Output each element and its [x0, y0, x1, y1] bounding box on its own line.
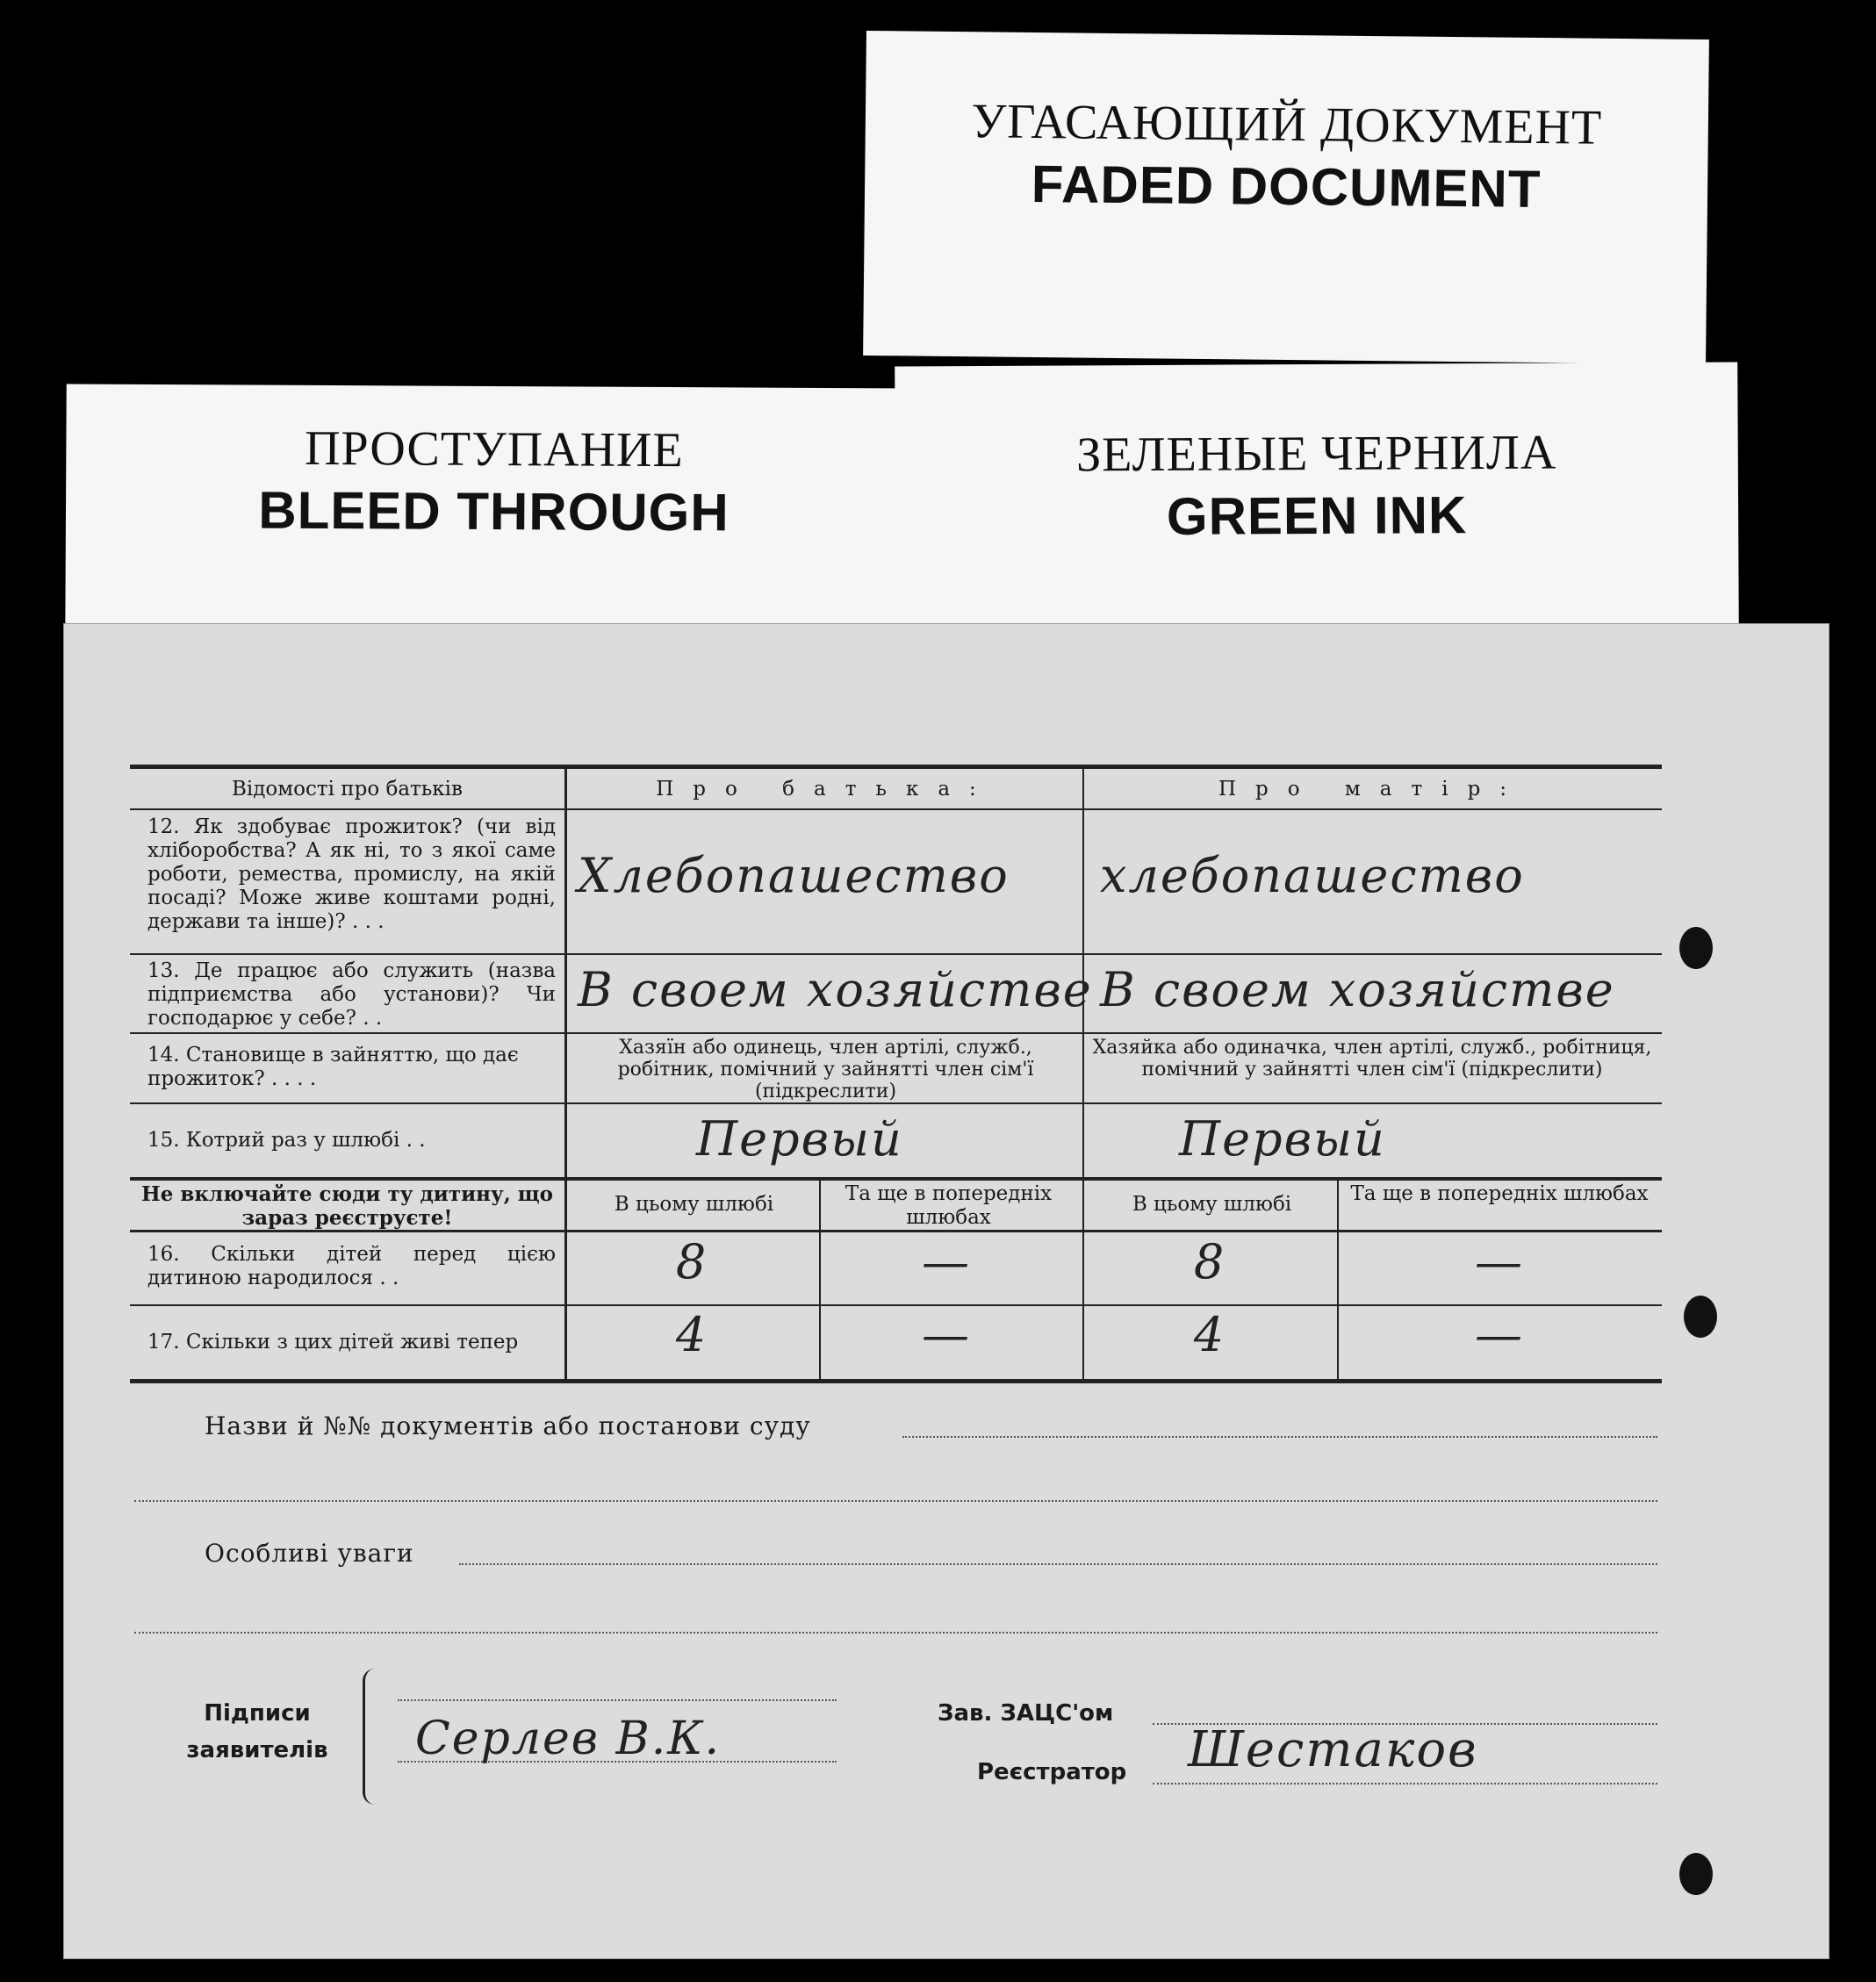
applicant-signature: Серлев В.К. — [415, 1713, 722, 1765]
documents-field-label: Назви й №№ документів або постанови суду — [205, 1411, 811, 1440]
note-exclude-child: Не включайте сюди ту дитину, що зараз реєструєте! — [141, 1182, 553, 1230]
answer-14-father: Хазяїн або одинець, член артілі, служб., робітник, помічний у зайнятті член сім'ї (підкреслити) — [617, 1037, 1034, 1102]
answer-14-mother: Хазяйка або одиначка, член артілі, служб., робітниця, помічний у зайнятті член сім'ї (підкреслити) — [1092, 1037, 1652, 1081]
bleed-label-ru: ПРОСТУПАНИЕ — [304, 420, 684, 478]
faded-document-label — [863, 31, 1709, 364]
registrar-signature: Шестаков — [1188, 1721, 1478, 1778]
answer-16-father-prev: — — [922, 1234, 971, 1289]
answer-17-mother-prev: — — [1475, 1307, 1524, 1362]
faded-label-ru: УГАСАЮЩИЙ ДОКУМЕНТ — [971, 94, 1603, 155]
registration-form-sheet — [63, 623, 1829, 1959]
signature-brace — [363, 1669, 376, 1805]
subheader-father-this: В цьому шлюбі — [614, 1193, 774, 1216]
notes-line — [459, 1563, 1657, 1565]
question-14: 14. Становище в зайняттю, що дає прожиток? . . . . — [147, 1044, 519, 1090]
binding-hole — [1684, 1296, 1717, 1338]
applicants-signatures-label: Підписи заявителів — [186, 1700, 328, 1763]
binding-hole — [1679, 927, 1713, 969]
header-about-father: Про батька: — [656, 778, 996, 801]
registrar-label: Реєстратор — [977, 1759, 1127, 1785]
bleed-through-label — [65, 384, 923, 643]
answer-16-mother-prev: — — [1475, 1234, 1524, 1289]
question-17: 17. Скільки з цих дітей живі тепер — [147, 1331, 519, 1354]
subheader-mother-this: В цьому шлюбі — [1132, 1193, 1292, 1216]
binding-hole — [1679, 1853, 1713, 1895]
green-label-ru: ЗЕЛЕНЫЕ ЧЕРНИЛА — [1075, 425, 1557, 483]
applicant-sig-line-1 — [398, 1699, 837, 1701]
subheader-mother-prev: Та ще в попередніх шлюбах — [1350, 1182, 1649, 1205]
answer-16-mother-this: 8 — [1193, 1234, 1226, 1289]
registrar-line — [1153, 1783, 1657, 1785]
bleed-label-en: BLEED THROUGH — [258, 480, 730, 542]
question-12: 12. Як здобуває прожиток? (чи від хліборобства? А як ні, то з якої саме роботи, ремества, промислу, на якій посаді? Може живе коштами родні, держави та інше)? . . . — [147, 815, 556, 933]
subheader-father-prev: Та ще в попередніх шлюбах — [845, 1182, 1053, 1229]
answer-15-father: Первый — [696, 1111, 903, 1167]
answer-12-mother: хлебопашество — [1100, 848, 1525, 903]
green-ink-label — [895, 362, 1739, 629]
answer-17-father-this: 4 — [675, 1307, 708, 1362]
answer-17-mother-this: 4 — [1193, 1307, 1226, 1362]
question-13: 13. Де працює або служить (назва підприємства або установи)? Чи господарює у себе? . . — [147, 959, 556, 1030]
faded-label-en: FADED DOCUMENT — [1031, 154, 1542, 219]
question-15: 15. Котрий раз у шлюбі . . — [147, 1129, 426, 1152]
answer-13-mother: В своем хозяйстве — [1100, 962, 1615, 1017]
green-label-en: GREEN INK — [1166, 485, 1468, 546]
documents-line — [902, 1436, 1657, 1438]
header-parents-info: Відомості про батьків — [232, 778, 463, 801]
answer-17-father-prev: — — [922, 1307, 971, 1362]
documents-line-2 — [134, 1500, 1657, 1502]
notes-line-2 — [134, 1632, 1657, 1634]
answer-15-mother: Первый — [1179, 1111, 1386, 1167]
notes-field-label: Особливі уваги — [205, 1539, 414, 1568]
answer-16-father-this: 8 — [675, 1234, 708, 1289]
zags-head-label: Зав. ЗАЦС'ом — [938, 1700, 1114, 1727]
question-16: 16. Скільки дітей перед цією дитиною народилося . . — [147, 1243, 556, 1289]
answer-12-father: Хлебопашество — [578, 848, 1010, 903]
answer-13-father: В своем хозяйстве — [578, 962, 1093, 1017]
header-about-mother: Про матір: — [1218, 778, 1527, 801]
